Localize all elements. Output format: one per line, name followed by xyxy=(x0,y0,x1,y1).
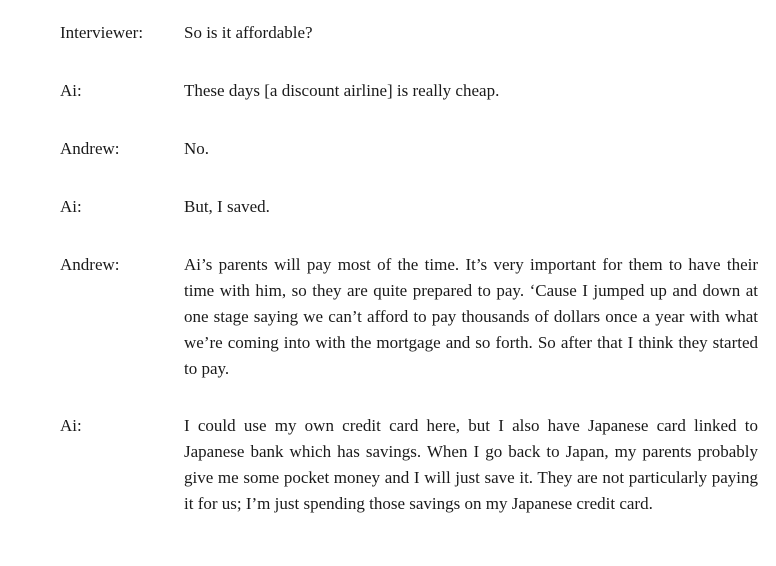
utterance-text: Ai’s parents will pay most of the time. It’s very important for them to have their time with him, so they are quite prepared to pay. ‘Cause I jumped up and down at one stage saying we can’t afford to pay thousands of dollars once a year with what we’re coming into with the mortgage and so forth. So after that I think they started to pay. xyxy=(184,255,758,378)
transcript-turn xyxy=(60,20,758,46)
utterance-text: I could use my own credit card here, but I also have Japanese card linked to Japanese bank which has savings. When I go back to Japan, my parents probably give me some pocket money and I will just save it. They are not particularly paying it for us; I’m just spending those savings on my Japanese credit card. xyxy=(184,416,758,513)
transcript-turn xyxy=(60,78,758,104)
speaker-label: Andrew: xyxy=(60,255,120,274)
speaker-label: Ai: xyxy=(60,197,82,216)
transcript-turn xyxy=(60,413,758,517)
transcript-turn xyxy=(60,194,758,220)
utterance-text: No. xyxy=(184,139,210,158)
transcript-turn xyxy=(60,136,758,162)
speaker-label: Ai: xyxy=(60,81,82,100)
transcript-turn xyxy=(60,252,758,382)
utterance-text: So is it affordable? xyxy=(184,23,313,42)
speaker-label: Andrew: xyxy=(60,139,120,158)
speaker-label: Ai: xyxy=(60,416,82,435)
utterance-text: These days [a discount airline] is really cheap. xyxy=(184,81,500,100)
speaker-label: Interviewer: xyxy=(60,23,144,42)
interview-transcript xyxy=(60,20,758,517)
utterance-text: But, I saved. xyxy=(184,197,270,216)
